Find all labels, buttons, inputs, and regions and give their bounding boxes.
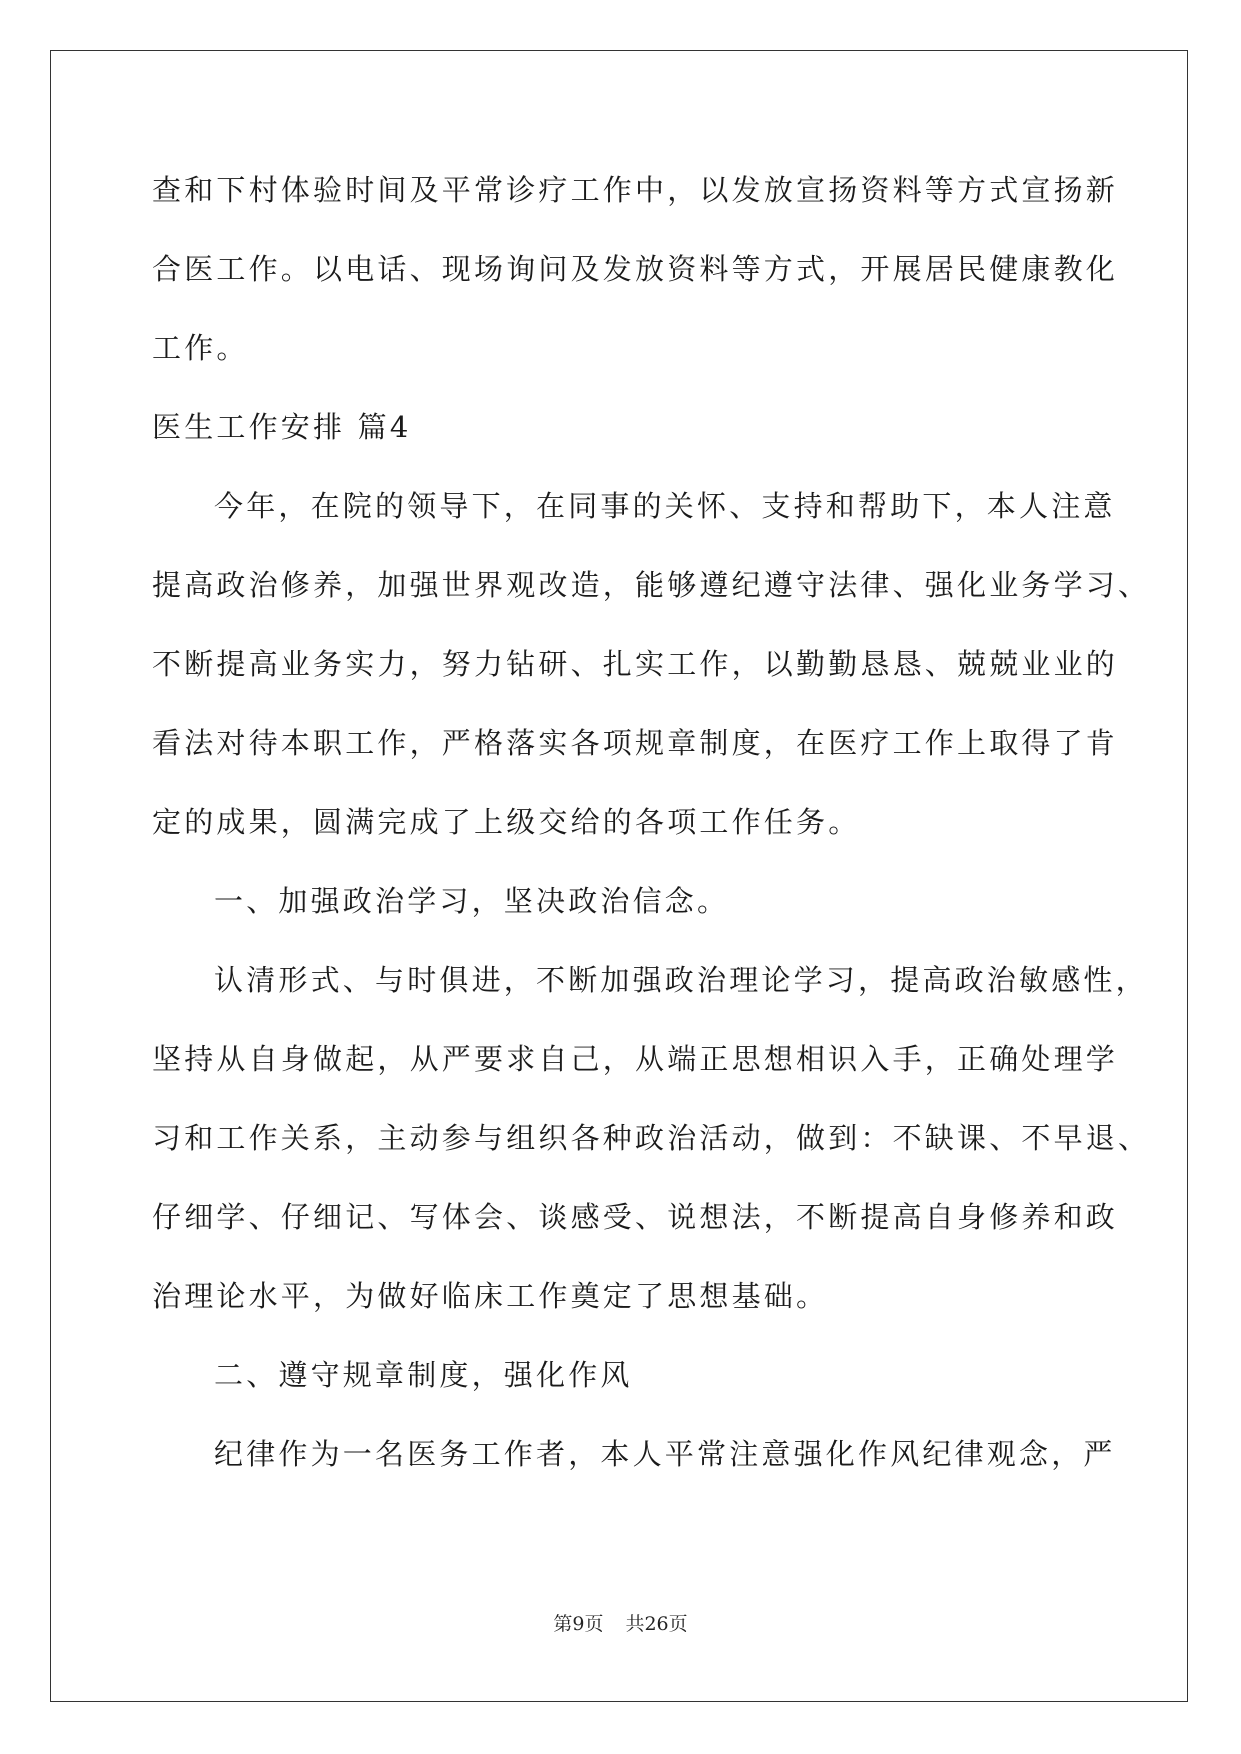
text-line: 习和工作关系，主动参与组织各种政治活动，做到：不缺课、不早退、: [152, 1121, 1151, 1155]
text-line: 认清形式、与时俱进，不断加强政治理论学习，提高政治敏感性，: [214, 963, 1148, 997]
text-line: 提高政治修养，加强世界观改造，能够遵纪遵守法律、强化业务学习、: [152, 568, 1151, 602]
text-line: 今年，在院的领导下，在同事的关怀、支持和帮助下，本人注意: [214, 489, 1116, 523]
text-line: 合医工作。以电话、现场询问及发放资料等方式，开展居民健康教化: [152, 252, 1119, 286]
text-line: 看法对待本职工作，严格落实各项规章制度，在医疗工作上取得了肯: [152, 726, 1119, 760]
page-footer: [0, 1612, 1241, 1636]
text-line: 纪律作为一名医务工作者，本人平常注意强化作风纪律观念，严: [214, 1437, 1116, 1471]
text-line: 仔细学、仔细记、写体会、谈感受、说想法，不断提高自身修养和政: [152, 1200, 1119, 1234]
subheading: 一、加强政治学习，坚决政治信念。: [214, 884, 730, 918]
text-line: 坚持从自身做起，从严要求自己，从端正思想相识入手，正确处理学: [152, 1042, 1119, 1076]
text-line: 不断提高业务实力，努力钻研、扎实工作，以勤勤恳恳、兢兢业业的: [152, 647, 1119, 681]
section-heading: 医生工作安排 篇4: [152, 410, 412, 444]
subheading: 二、遵守规章制度，强化作风: [214, 1358, 633, 1392]
text-line: 定的成果，圆满完成了上级交给的各项工作任务。: [152, 805, 861, 839]
page-total: 共26页: [625, 1613, 688, 1635]
text-line: 治理论水平，为做好临床工作奠定了思想基础。: [152, 1279, 829, 1313]
text-line: 查和下村体验时间及平常诊疗工作中，以发放宣扬资料等方式宣扬新: [152, 173, 1119, 207]
text-line: 工作。: [152, 331, 249, 365]
page-number: 第9页: [553, 1613, 604, 1635]
